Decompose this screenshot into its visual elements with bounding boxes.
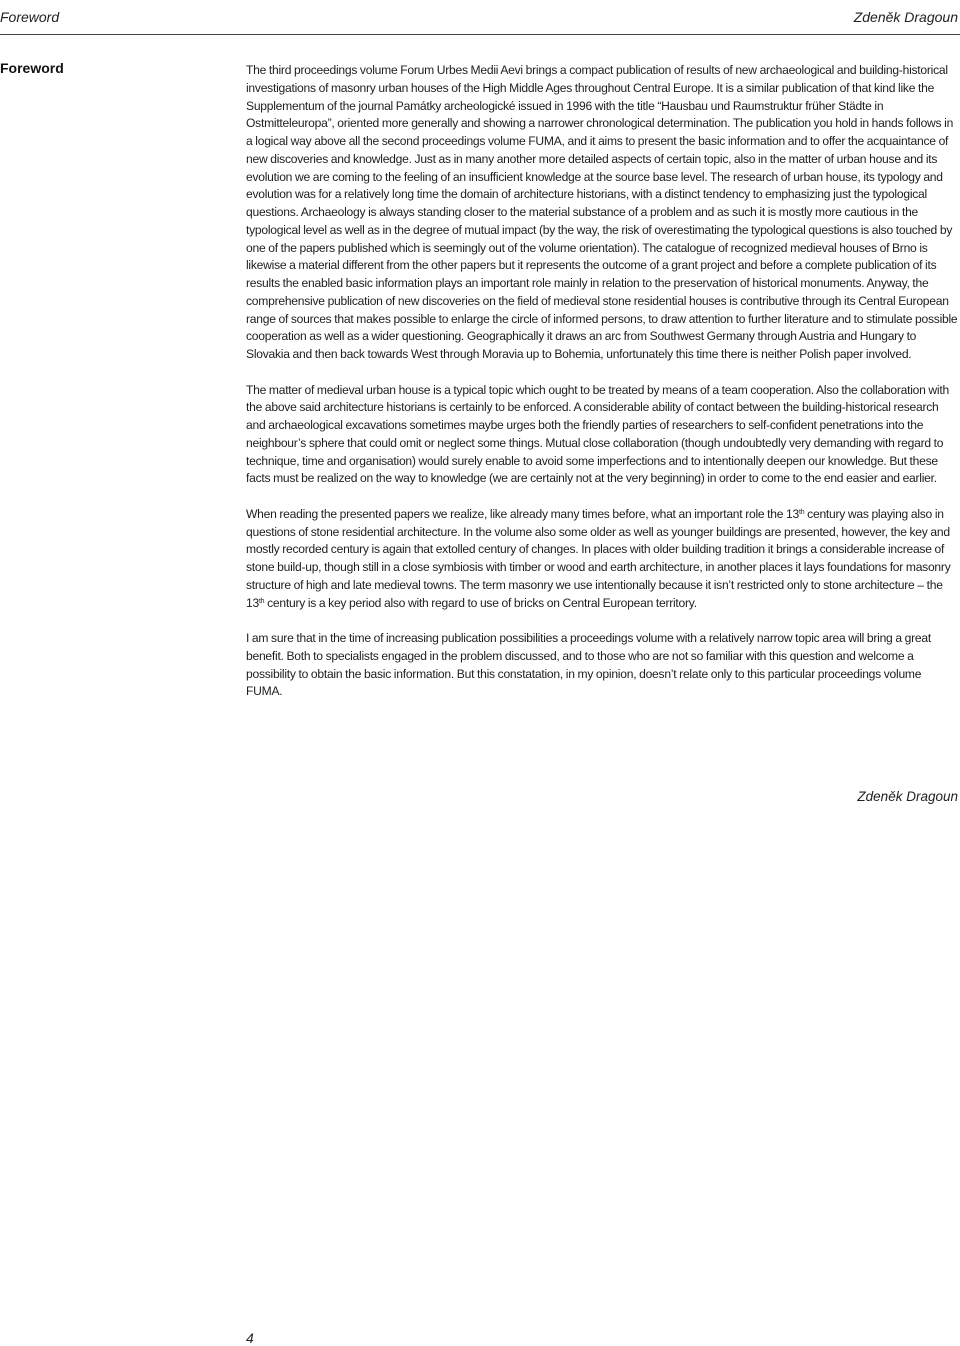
- section-title: Foreword: [0, 60, 64, 76]
- running-header-section: Foreword: [0, 9, 60, 25]
- paragraph-3-part-3: century is a key period also with regard to use of bricks on Central European territory.: [264, 595, 697, 610]
- superscript-th: th: [258, 597, 265, 605]
- author-signature: Zdeněk Dragoun: [857, 789, 958, 804]
- running-header-author: Zdeněk Dragoun: [853, 9, 958, 25]
- superscript-th: th: [799, 508, 805, 516]
- running-header: [0, 8, 960, 26]
- paragraph-3: [246, 506, 960, 613]
- paragraph-3-part-2: century was playing also in questions of stone residential architecture. In the volume also some older as well as younger buildings are presented, however, the key and mostly recorded century is again that extolled century of changes. In places with older building tradition it brings a considerable increase of stone build-up, though still in a close symbiosis with timber or wood and earth architecture, in another places it lays foundations for masonry structure of high and late medieval towns. The term masonry we use intentionally because it isn’t restricted only to stone architecture – the 13: [246, 506, 951, 610]
- paragraph-2: The matter of medieval urban house is a typical topic which ought to be treated by means of a team cooperation. Also the collaboration with the above said architecture historians is certainly to be enforced. A considerable ability of contact between the building-historical research and archaeological excavations sometimes maybe urges both the friendly parties of researchers to self-confident penetrations into the neighbour’s sphere that could omit or neglect some things. Mutual close collaboration (though undoubtedly very demanding with regard to technique, time and organisation) would surely enable to avoid some imperfections and to intentionally deepen our knowledge. But these facts must be realized on the way to knowledge (we are certainly not at the very beginning) in order to come to the end easier and earlier.: [246, 382, 949, 486]
- header-rule: [0, 34, 960, 35]
- paragraph-3-part-1: When reading the presented papers we realize, like already many times before, what an important role the 13: [246, 506, 800, 521]
- body-text: [246, 62, 960, 701]
- paragraph-1: The third proceedings volume Forum Urbes Medii Aevi brings a compact publication of results of new archaeological and building-historical investigations of masonry urban houses of the High Middle Ages throughout Central Europe. It is a similar publication of that kind like the Supplementum of the journal Památky archeologické issued in 1996 with the title “Hausbau und Raumstruktur früher Städte in Ostmitteleuropa”, oriented more generally and showing a narrower chronological determination. The publication you hold in hands follows in a logical way above all the second proceedings volume FUMA, and it aims to present the basic information and to offer the acquaintance of new discoveries and knowledge. Just as in many another more detailed aspects of certain topic, also in the matter of urban house and its evolution we are coming to the feeling of an insufficient knowledge at the source base level. The research of urban house, its typology and evolution was for a relatively long time the domain of architecture historians, with a distinct tendency to emphasizing just the typological questions. Archaeology is always standing closer to the material substance of a problem and as such it is mostly more cautious in the typological level as well as in the degree of mutual impact (by the way, the risk of overestimating the typological questions is also touched by one of the papers published which is seemingly out of the volume orientation). The catalogue of recognized medieval houses of Brno is likewise a material different from the other papers but it represents the outcome of a grant project and before a complete publication of its results the enabled basic information plays an important role mainly in relation to the preservation of historical monuments. Anyway, the comprehensive publication of new discoveries on the field of medieval stone residential houses is contributive through its Central European range of sources that makes possible to enlarge the circle of informed persons, to draw attention to further literature and to stimulate possible cooperation as well as a wider questioning. Geographically it draws an arc from Southwest Germany through Austria and Hungary to Slovakia and then back towards West through Moravia up to Bohemia, unfortunately this time there is neither Polish paper involved.: [246, 63, 958, 361]
- page-number: 4: [246, 1330, 254, 1346]
- paragraph-4: I am sure that in the time of increasing publication possibilities a proceedings volume with a relatively narrow topic area will bring a great benefit. Both to specialists engaged in the problem discussed, and to those who are not so familiar with this question and welcome a possibility to obtain the basic information. But this constatation, in my opinion, doesn’t relate only to this particular proceedings volume FUMA.: [246, 631, 931, 699]
